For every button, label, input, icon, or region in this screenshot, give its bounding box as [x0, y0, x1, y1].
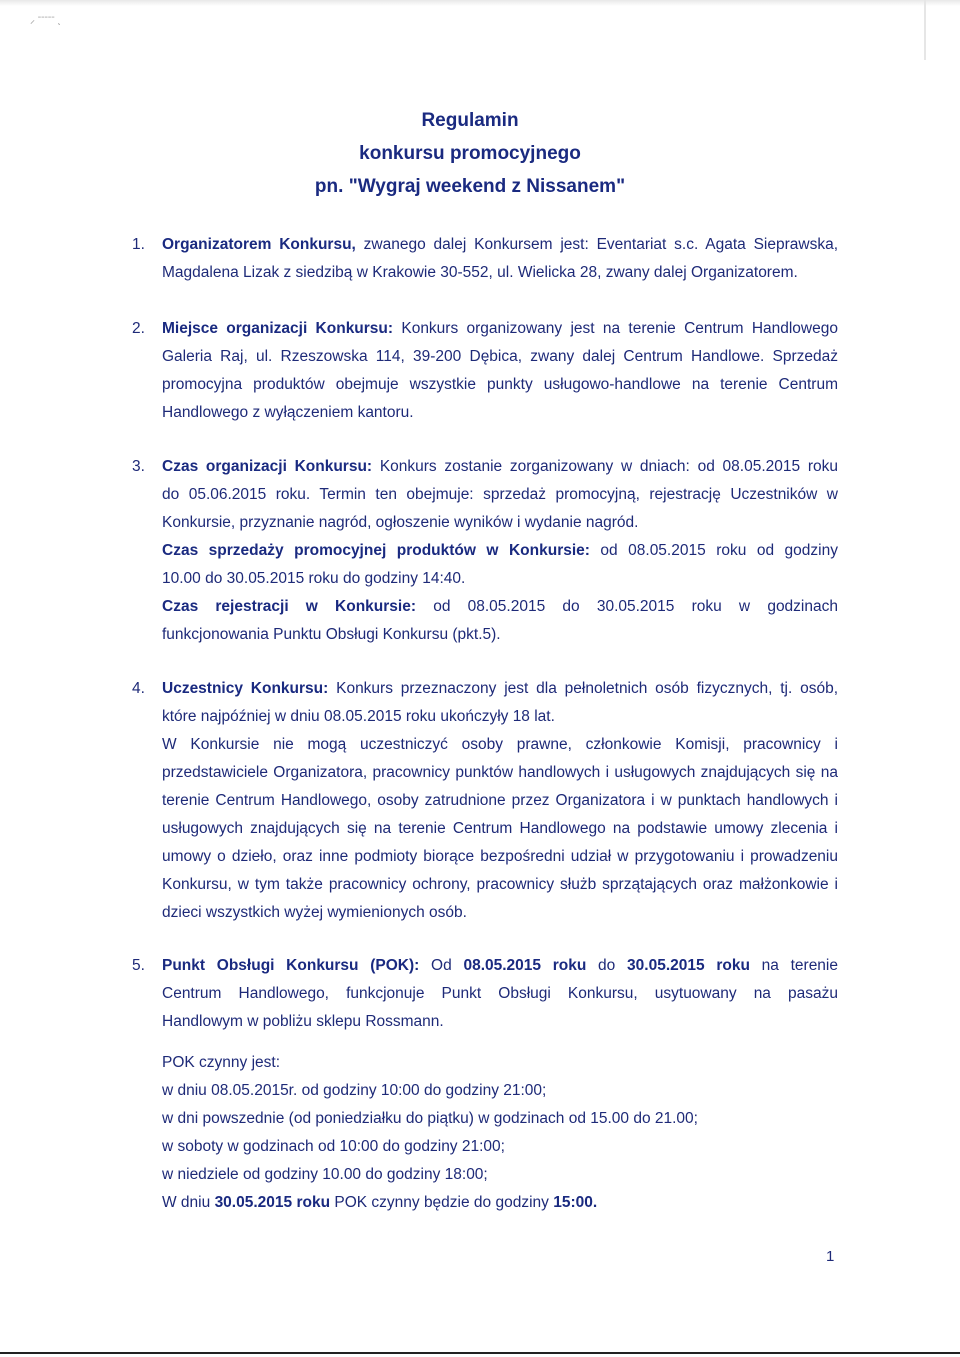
pok-hours-item: w soboty w godzinach od 10:00 do godziny 21:00;	[162, 1138, 505, 1155]
section-number: 2.	[132, 320, 145, 337]
section-2-line-1	[162, 315, 838, 343]
exclusions-line-2: przedstawiciele Organizatora, pracownicy punktów handlowych i usługowych znajdujących się na	[162, 764, 838, 781]
section-heading: Czas organizacji Konkursu:	[162, 458, 373, 475]
scan-edge-top	[0, 0, 960, 6]
section-text: na terenie	[749, 957, 838, 974]
section-1-line-2: Magdalena Lizak z siedzibą w Krakowie 30-552, ul. Wielicka 28, zwany dalej Organizatorem.	[162, 264, 798, 281]
section-text: Konkurs organizowany jest na terenie Centrum Handlowego	[393, 320, 838, 337]
exclusions-line-4: usługowych znajdujących się na terenie Centrum Handlowego na podstawie umowy zlecenia i	[162, 820, 838, 837]
pok-hours-item: w dni powszednie (od poniedziałku do piątku) w godzinach od 15.00 do 21.00;	[162, 1110, 698, 1127]
section-1-line-1	[162, 231, 838, 259]
scan-mark: ⸝ ⁻⁻⁻⁻⁻ ˎ	[30, 15, 61, 26]
section-number: 5.	[132, 957, 145, 974]
pok-hours-intro: POK czynny jest:	[162, 1054, 281, 1071]
section-3-line-1	[162, 453, 838, 481]
scan-edge-right	[924, 0, 926, 60]
section-number: 1.	[132, 236, 145, 253]
section-3-line-3: Konkursie, przyznanie nagród, ogłoszenie wyników i wydanie nagród.	[162, 514, 639, 531]
section-number: 4.	[132, 680, 145, 697]
sale-period-line-2: 10.00 do 30.05.2015 roku do godziny 14:40.	[162, 570, 466, 587]
exclusions-line-1: W Konkursie nie mogą uczestniczyć osoby prawne, członkowie Komisji, pracownicy i	[162, 736, 838, 753]
exclusions-line-5: umowy o dzieło, oraz inne podmioty biorące bezpośredni udział w przygotowaniu i prowadzeniu	[162, 848, 838, 865]
exclusions-line-3: terenie Centrum Handlowego, osoby zatrudnione przez Organizatora i w punktach handlowych i	[162, 792, 838, 809]
page-number: 1	[826, 1248, 835, 1265]
section-text: Od	[419, 957, 464, 974]
last-day-date: 30.05.2015 roku	[214, 1194, 331, 1211]
exclusions-line-6: Konkursu, w tym także pracownicy ochrony, pracownicy służb sprzątających oraz małżonkowie i	[162, 876, 838, 893]
scan-edge-bottom	[0, 1352, 960, 1354]
section-text: W dniu	[162, 1194, 215, 1211]
title-line-1: Regulamin	[421, 110, 519, 131]
end-date: 30.05.2015 roku	[627, 957, 750, 974]
pok-hours-item: w niedziele od godziny 10.00 do godziny 18:00;	[162, 1166, 488, 1183]
sale-period-text: od 08.05.2015 roku od godziny	[589, 542, 838, 559]
section-text: Konkurs przeznaczony jest dla pełnoletnich osób fizycznych, tj. osób,	[328, 680, 838, 697]
sale-period-heading: Czas sprzedaży promocyjnej produktów w Konkursie:	[162, 542, 590, 559]
section-5-line-1	[162, 952, 838, 980]
title-line-2: konkursu promocyjnego	[359, 143, 581, 164]
registration-period-heading: Czas rejestracji w Konkursie:	[162, 598, 417, 615]
section-text: POK czynny będzie do godziny	[330, 1194, 554, 1211]
registration-period-line-1	[162, 593, 838, 621]
section-3-line-2: do 05.06.2015 roku. Termin ten obejmuje: sprzedaż promocyjną, rejestrację Uczestników w	[162, 486, 838, 503]
pok-hours-item: w dniu 08.05.2015r. od godziny 10:00 do godziny 21:00;	[162, 1082, 547, 1099]
section-heading: Punkt Obsługi Konkursu (POK):	[162, 957, 420, 974]
section-text: zwanego dalej Konkursem jest: Eventariat s.c. Agata Sieprawska,	[355, 236, 838, 253]
section-5-line-2: Centrum Handlowego, funkcjonuje Punkt Obsługi Konkursu, usytuowany na pasażu	[162, 985, 838, 1002]
title-line-3: pn. "Wygraj weekend z Nissanem"	[314, 176, 626, 197]
registration-period-text: od 08.05.2015 do 30.05.2015 roku w godzinach	[416, 598, 838, 615]
section-heading: Miejsce organizacji Konkursu:	[162, 320, 394, 337]
exclusions-line-7: dzieci wszystkich wyżej wymienionych osób.	[162, 904, 467, 921]
section-4-line-2: które najpóźniej w dniu 08.05.2015 roku ukończyły 18 lat.	[162, 708, 555, 725]
section-5-line-3: Handlowym w pobliżu sklepu Rossmann.	[162, 1013, 444, 1030]
section-4-line-1	[162, 675, 838, 703]
section-2-line-3: promocyjna produktów obejmuje wszystkie punkty usługowo-handlowe na terenie Centrum	[162, 376, 838, 393]
document-title	[0, 104, 940, 203]
section-heading: Uczestnicy Konkursu:	[162, 680, 329, 697]
section-2-line-2: Galeria Raj, ul. Rzeszowska 114, 39-200 Dębica, zwany dalej Centrum Handlowe. Sprzedaż	[162, 348, 838, 365]
start-date: 08.05.2015 roku	[463, 957, 587, 974]
section-text: Konkurs zostanie zorganizowany w dniach: od 08.05.2015 roku	[372, 458, 838, 475]
section-text: do	[586, 957, 628, 974]
pok-hours-last-day	[162, 1189, 838, 1217]
section-2-line-4: Handlowego z wyłączeniem kantoru.	[162, 404, 414, 421]
section-heading: Organizatorem Konkursu,	[162, 236, 356, 253]
sale-period-line-1	[162, 537, 838, 565]
last-day-closing-time: 15:00.	[553, 1194, 598, 1211]
section-number: 3.	[132, 458, 145, 475]
registration-period-line-2: funkcjonowania Punktu Obsługi Konkursu (pkt.5).	[162, 626, 501, 643]
